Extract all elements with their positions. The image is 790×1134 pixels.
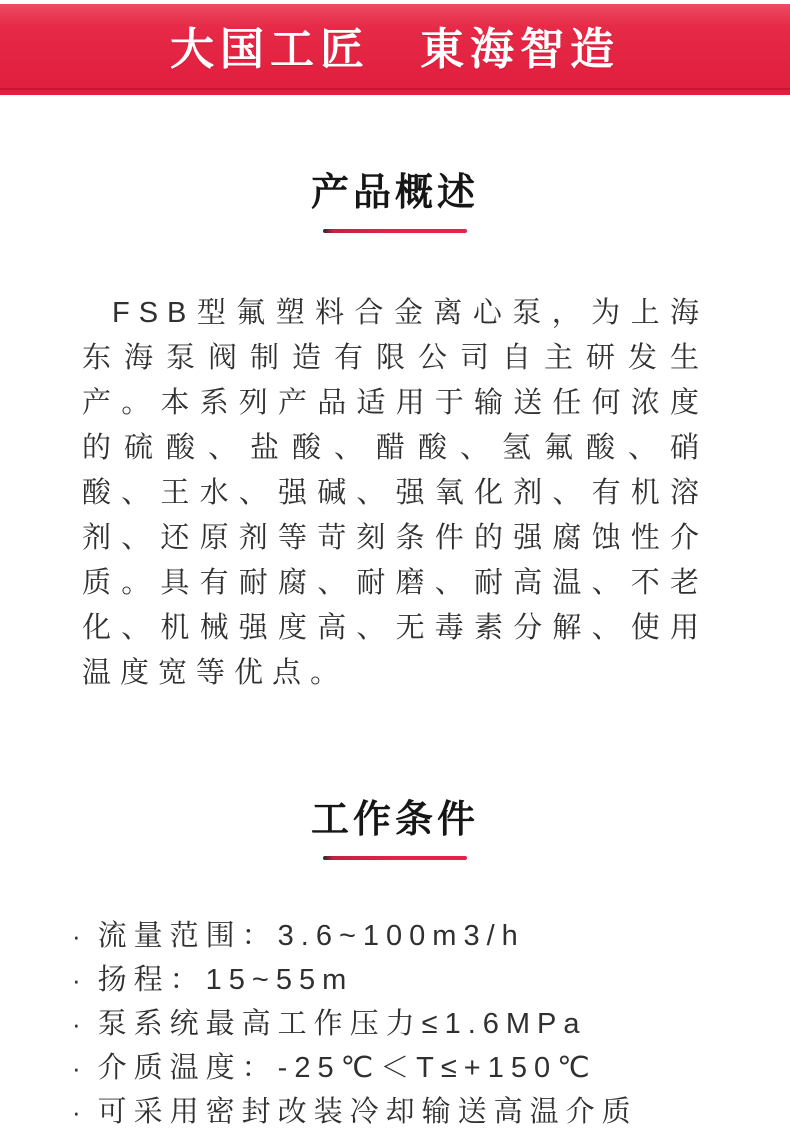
spec-item-head [72, 958, 720, 1002]
conditions-header [0, 696, 790, 860]
spec-item-seal-cooling [72, 1090, 720, 1134]
spec-item-text: 介质温度：-25℃＜T≤+150℃ [97, 1051, 597, 1084]
conditions-section-title: 工作条件 [310, 798, 479, 841]
overview-title-underline [323, 229, 467, 233]
conditions-spec-list [72, 914, 720, 1134]
section-product-overview [0, 95, 790, 696]
spec-item-flow-range [72, 914, 720, 958]
spec-item-text: 泵系统最高工作压力≤1.6MPa [97, 1007, 587, 1040]
section-working-conditions [0, 696, 790, 1134]
overview-section-title: 产品概述 [310, 172, 479, 214]
spec-item-max-pressure [72, 1002, 720, 1046]
spec-item-medium-temperature [72, 1046, 720, 1090]
bullet-dot-icon: · [72, 1096, 88, 1127]
spec-item-text: 流量范围：3.6~100m3/h [97, 919, 525, 952]
bullet-dot-icon: · [72, 1052, 88, 1083]
overview-paragraph: FSB型氟塑料合金离心泵，为上海东海泵阀制造有限公司自主研发生产。本系列产品适用于输送任何浓度的硫酸、盐酸、醋酸、氢氟酸、硝酸、王水、强碱、强氧化剂、有机溶剂、还原剂等苛刻条件的强腐蚀性介质。具有耐腐、耐磨、耐高温、不老化、机械强度高、无毒素分解、使用温度宽等优点。 [82, 296, 708, 689]
spec-item-text: 扬程：15~55m [97, 963, 354, 996]
product-detail-page [0, 4, 790, 1128]
top-banner [0, 4, 790, 95]
overview-header [0, 95, 790, 233]
bullet-dot-icon: · [72, 964, 88, 995]
spec-item-text: 可采用密封改装冷却输送高温介质 [97, 1095, 638, 1128]
conditions-title-underline [323, 856, 467, 860]
bullet-dot-icon: · [72, 1008, 88, 1039]
banner-title: 大国工匠 東海智造 [170, 24, 620, 74]
bullet-dot-icon: · [72, 920, 88, 951]
